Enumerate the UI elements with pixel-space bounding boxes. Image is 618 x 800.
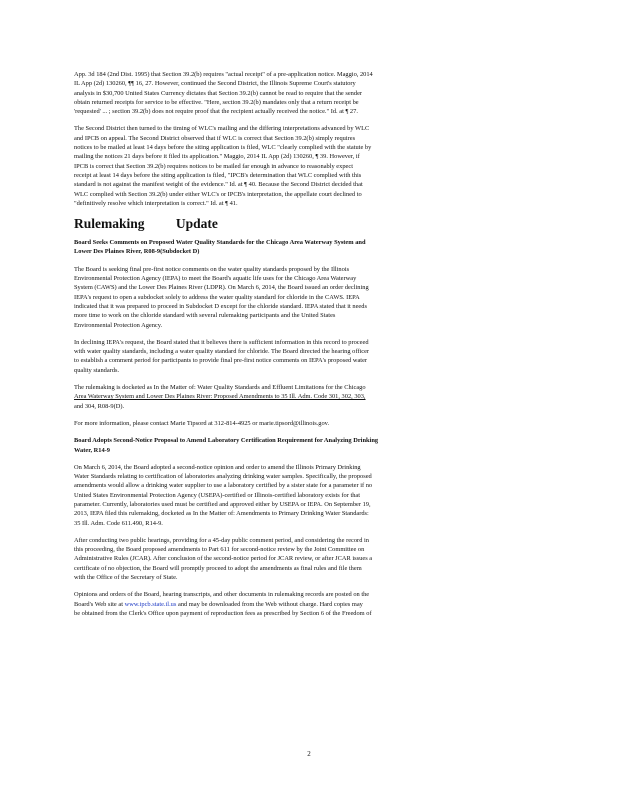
text-line: 2013, IEPA filed this rulemaking, docketed as In the Matter of: Amendments to Primary Drinking Water Standards: [74,510,369,518]
text-line: The rulemaking is docketed as In the Matter of: Water Quality Standards and Effluent Limitations for the Chicago [74,384,366,392]
text-line: certificate of no objection, the Board will promptly proceed to adopt the amendments as final rules and file them [74,564,362,572]
paragraph-second-district [74,124,548,208]
text-fragment: and may be downloaded from the Web without charge. Hard copies may [177,600,363,608]
paragraph-second-notice [74,463,548,528]
subheading-line: Board Seeks Comments on Proposed Water Quality Standards for the Chicago Area Waterway System and [74,239,366,247]
text-line: After conducting two public hearings, providing for a 45-day public comment period, and considering the record in [74,536,369,544]
contact-text: For more information, please contact Marie Tipsord at 312-814-4925 or [74,419,258,427]
text-line: parameter. Currently, laboratories used must be certified and approved either by USEPA or IEPA. On September 19, [74,500,371,508]
text-line: indicated that it was prepared to proceed in Subdocket D except for the chloride standard. IEPA stated that it needs [74,302,367,310]
text-line: IL App (2d) 130260, ¶¶ 16, 27. However, continued the Second District, the Illinois Supreme Court's statutory [74,80,356,88]
text-line: IPCB is correct that Section 39.2(b) requires notices to be mailed far enough in advance to reasonably expect [74,162,353,170]
text-line: The Board is seeking final pre-first notice comments on the water quality standards proposed by the Illinois [74,265,350,273]
text-line: 'requested' ... ; section 39.2(b) does not require proof that the recipient actually received the notice." Id. at ¶ 27. [74,108,358,116]
paragraph-board-comments [74,265,548,330]
text-line: 35 Ill. Adm. Code 611.490, R14-9. [74,519,163,527]
text-line: amendments would allow a drinking water supplier to use a laboratory certified by a sister state for a parameter if no [74,482,373,490]
text-line: App. 3d 184 (2nd Dist. 1995) that Section 39.2(b) requires "actual receipt" of a pre-application notice. Maggio, 2014 [74,71,373,78]
page-number: 2 [307,750,311,758]
subheading-lab-certification [74,436,548,455]
text-line: United States Environmental Protection Agency (USEPA)-certified or Illinois-certified laboratory exists for that [74,491,361,499]
text-line: Area Waterway System and Lower Des Plaines River: Proposed Amendments to 35 Ill. Adm. Code 301, 302, 303, [74,393,366,401]
text-line: receipt at least 14 days before the siting application is filed, "IPCB's determination that WLC complied with this [74,171,362,179]
subheading-line: Board Adopts Second-Notice Proposal to Amend Laboratory Certification Requirement for Analyzing Drinking [74,437,379,445]
text-line [74,600,548,609]
text-line: WLC complied with Section 39.2(b) under either WLC's or IPCB's interpretation, the appellate court declined to [74,190,362,198]
paragraph-docket [74,383,548,411]
subheading-line: Water, R14-9 [74,446,110,454]
text-line: to establish a comment period for participants to provide final pre-first notice comments on IEPA's proposed water [74,357,368,365]
text-line: Opinions and orders of the Board, hearing transcripts, and other documents in rulemaking records are posted on the [74,591,370,599]
section-heading: Rulemaking Update [74,216,218,232]
paragraph-contact [74,419,548,428]
paragraph-jcar [74,536,548,582]
subheading-caws [74,238,548,257]
text-line: notices to be mailed at least 14 days before the siting application is filed, WLC "clearly complied with the statute by [74,144,372,152]
text-line: Water Standards relating to certification of laboratories analyzing drinking water samples. Specifically, the proposed [74,473,372,481]
contact-email[interactable]: marie.tipsord@illinois.gov. [259,419,330,427]
text-line: obtain returned receipts for service to be effective. "Here, section 39.2(b) mandates only that a return receipt be [74,98,359,106]
text-line: System (CAWS) and the Lower Des Plaines River (LDPR). On March 6, 2014, the Board issued an order declining [74,284,369,292]
paragraph-declining-request [74,338,548,375]
text-line: Administrative Rules (JCAR). After conclusion of the second-notice period for JCAR review, or after JCAR issues a [74,555,373,563]
text-line: this proceeding, the Board proposed amendments to Part 611 for second-notice review by the Joint Committee on [74,546,365,554]
text-line: IEPA's request to open a subdocket solely to address the water quality standard for chloride in the CAWS. IEPA [74,293,360,301]
text-line: and 304, R08-9(D). [74,402,125,410]
paragraph-opinions [74,590,548,618]
text-line: with water quality standards, including a water quality standard for chloride. The Board directed the hearing officer [74,348,370,356]
text-line: standard is not against the manifest weight of the evidence." Id. at ¶ 40. Because the Second District decided that [74,181,363,189]
text-line: mailing the notices 21 days before it filed its application." Maggio, 2014 IL App (2d) 130260, ¶ 39. However, if [74,153,360,161]
document-page [74,70,548,626]
text-line: quality standards. [74,366,120,374]
text-line: with the Office of the Secretary of State. [74,574,178,582]
text-line: be obtained from the Clerk's Office upon payment of reproduction fees as prescribed by Section 6 of the Freedom of [74,609,372,617]
text-line: analysis in $30,700 United States Currency dictates that Section 39.2(b) cannot be read to require that the sender [74,89,363,97]
subheading-line: Lower Des Plaines River, R08-9(Subdocket D) [74,248,200,256]
text-line: Environmental Protection Agency (IEPA) to meet the Board's aquatic life uses for the Chicago Area Waterway [74,275,357,283]
text-line: The Second District then turned to the timing of WLC's mailing and the differing interpretations advanced by WLC [74,125,370,133]
text-fragment: Board's Web site at [74,600,123,608]
text-line: "definitively resolve which interpretation is correct." Id. at ¶ 41. [74,199,238,207]
text-line: Environmental Protection Agency. [74,321,163,329]
website-link[interactable]: www.ipcb.state.il.us [124,600,177,608]
text-line: and IPCB on appeal. The Second District observed that if WLC is correct that Section 39.2(b) simply requires [74,134,356,142]
text-line: In declining IEPA's request, the Board stated that it believes there is sufficient information in this record to proceed [74,338,369,346]
paragraph-maggio-analysis [74,70,548,116]
text-line: On March 6, 2014, the Board adopted a second-notice opinion and order to amend the Illinois Primary Drinking [74,463,361,471]
text-line: more time to work on the chloride standard with several rulemaking participants and the United States [74,312,336,320]
